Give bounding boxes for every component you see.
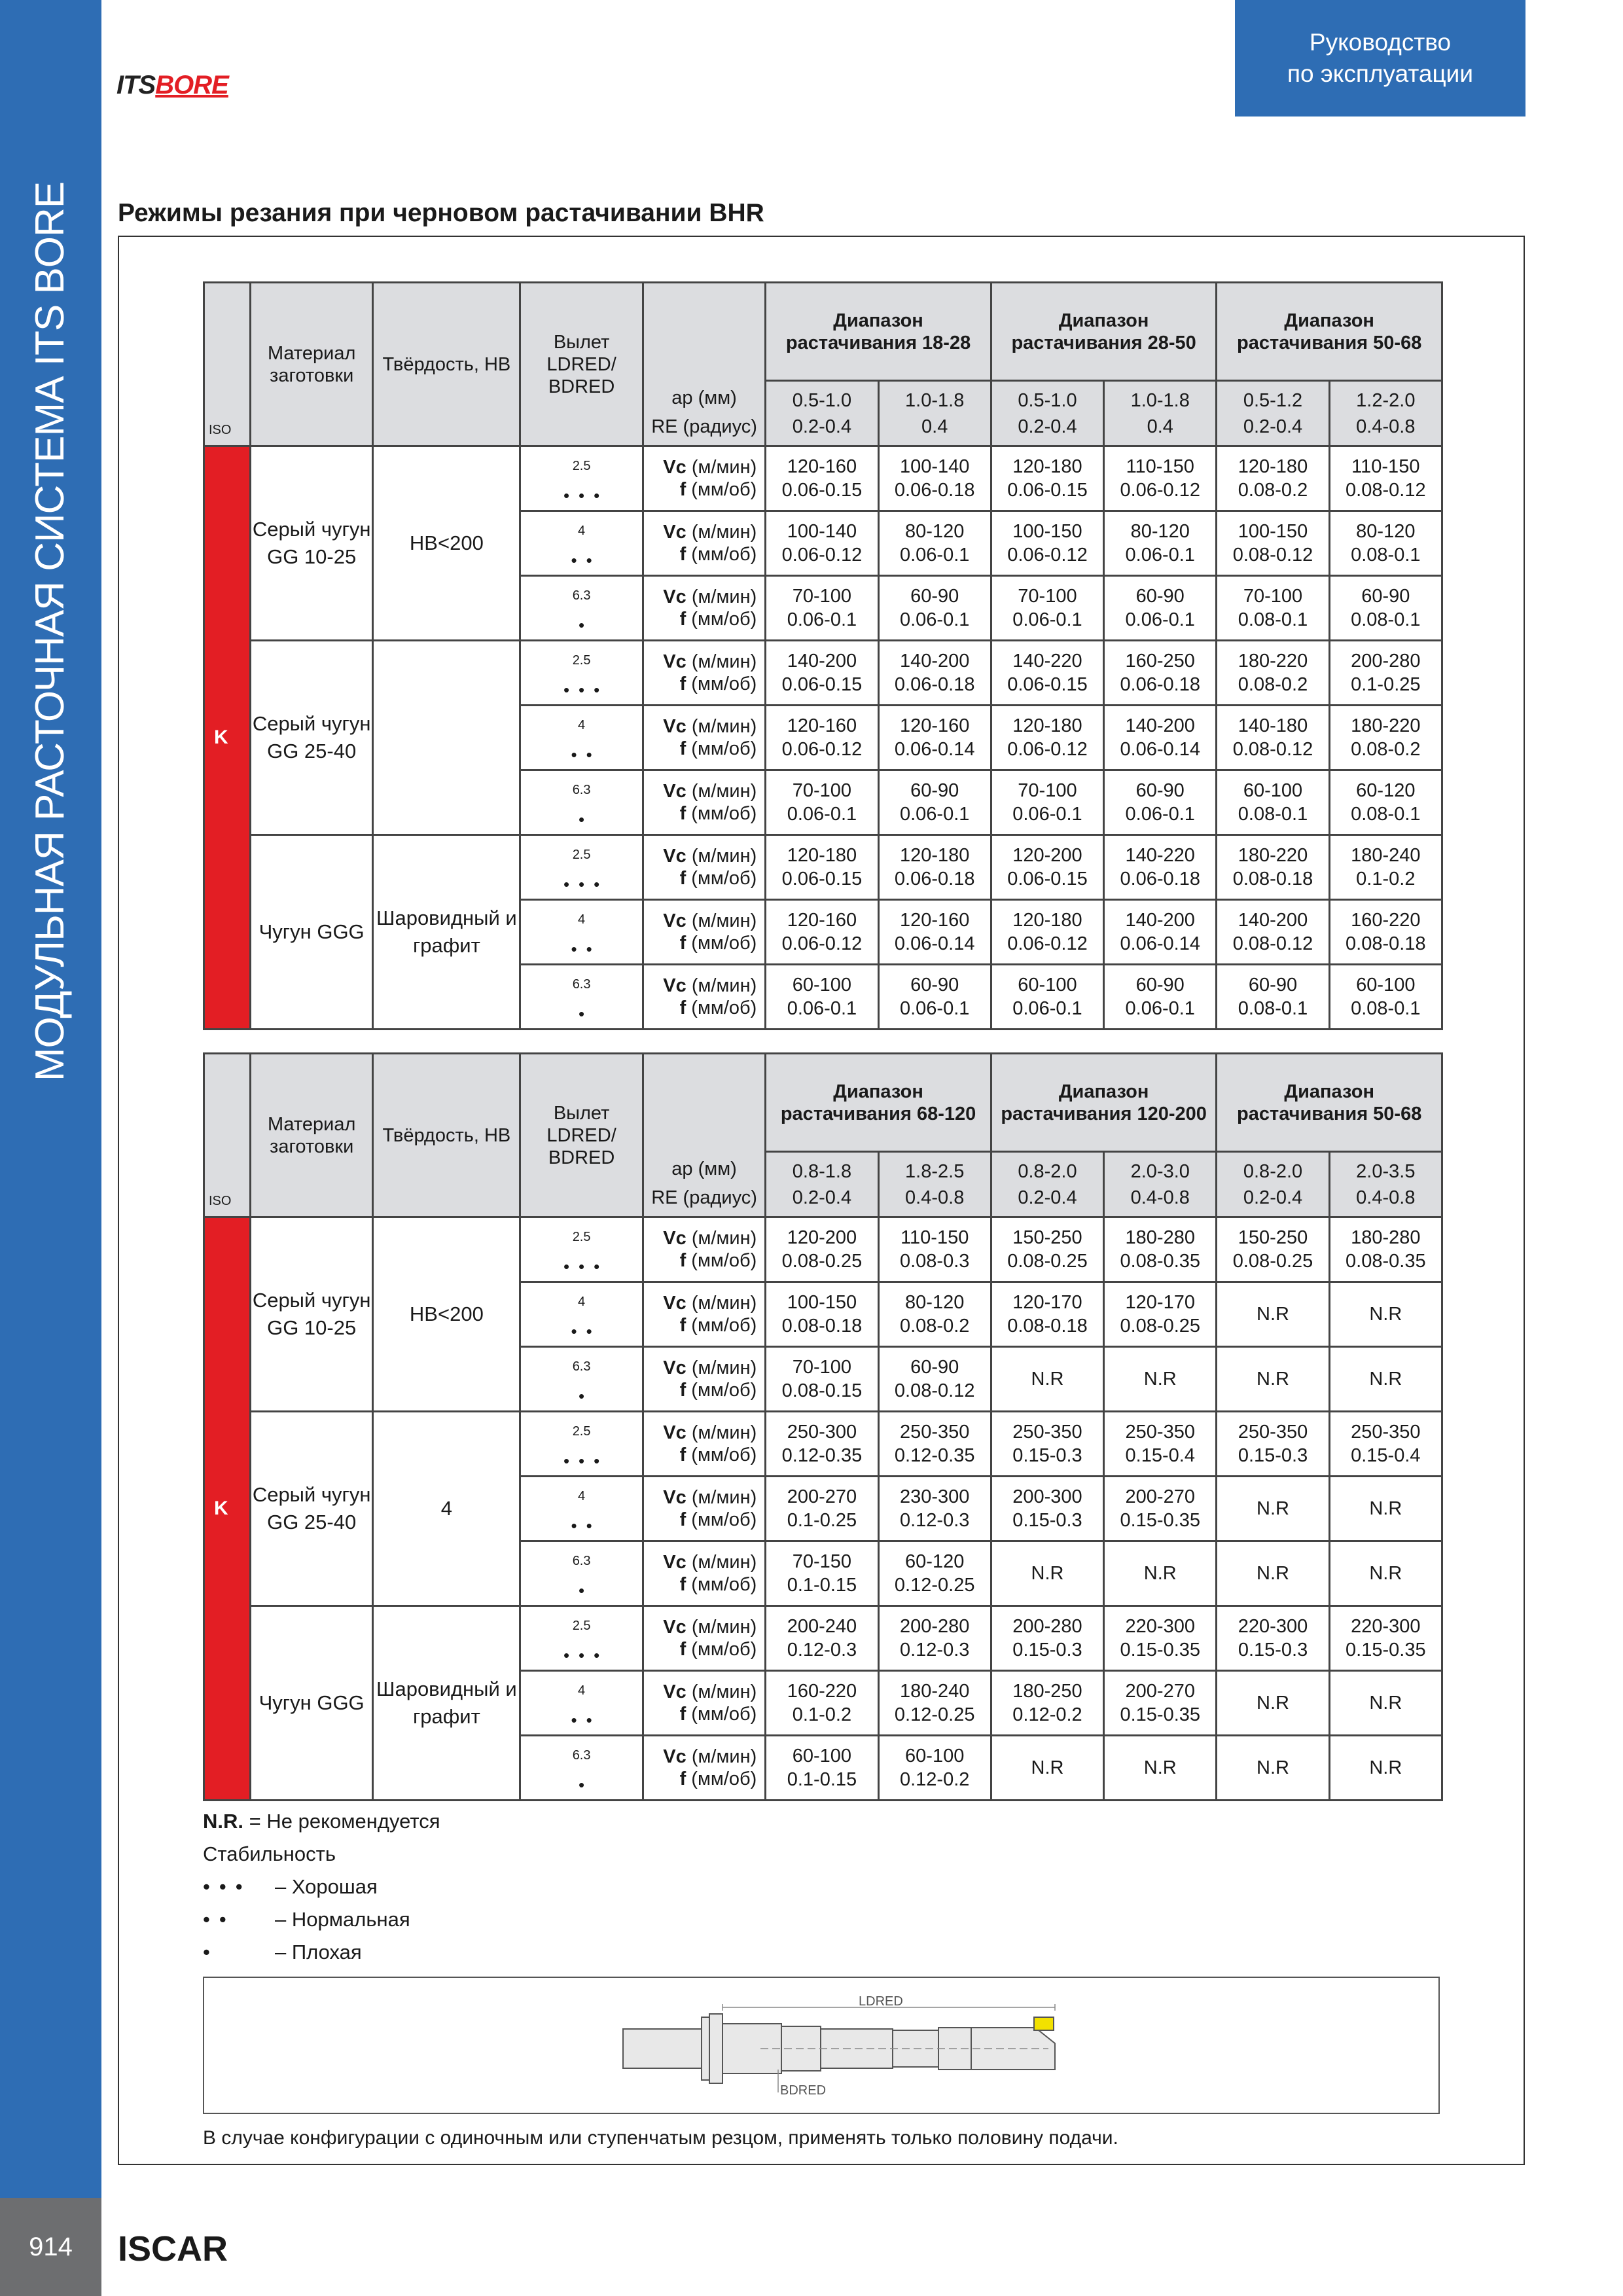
page-number: 914	[0, 2198, 101, 2296]
value-cell: 60-120 0.08-0.1	[1329, 770, 1442, 835]
cutting-data-table-1	[203, 281, 1443, 1030]
stability-label: Стабильность	[203, 1842, 336, 1865]
value-cell: N.R	[1104, 1736, 1217, 1801]
value-cell: 120-160 0.06-0.12	[766, 900, 878, 965]
stability-cell: 4 ••	[520, 1282, 643, 1347]
hardness-header: Твёрдость, НВ	[373, 1054, 520, 1217]
range-header: Диапазон растачивания 120-200	[991, 1054, 1217, 1152]
legend-normal: •• – Нормальная	[203, 1908, 410, 1931]
stability-cell: 4 ••	[520, 1477, 643, 1541]
value-cell: 180-240 0.12-0.25	[878, 1671, 991, 1736]
iso-header: ISO	[204, 283, 251, 446]
material-cell: Серый чугун GG 25-40	[250, 641, 372, 835]
value-cell: 80-120 0.06-0.1	[1104, 511, 1217, 576]
hardness-cell: 4	[373, 1412, 520, 1606]
footnote: В случае конфигурации с одиночным или ступенчатым резцом, применять только половину подачи.	[203, 2127, 1118, 2149]
stability-cell: 6.3 •	[520, 965, 643, 1030]
value-cell: 60-90 0.08-0.1	[1329, 576, 1442, 641]
value-cell: 100-150 0.08-0.12	[1217, 511, 1329, 576]
range-header: Диапазон растачивания 18-28	[766, 283, 991, 381]
vc-f-label: Vc (м/мин) f (мм/об)	[643, 1606, 765, 1671]
value-cell: 70-100 0.06-0.1	[991, 770, 1103, 835]
value-cell: 120-170 0.08-0.25	[1104, 1282, 1217, 1347]
value-cell: 120-200 0.06-0.15	[991, 835, 1103, 900]
vc-f-label: Vc (м/мин) f (мм/об)	[643, 965, 765, 1030]
ap-re-cell: 0.8-2.0 0.2-0.4	[991, 1152, 1103, 1217]
value-cell: 200-240 0.12-0.3	[766, 1606, 878, 1671]
vc-f-label: Vc (м/мин) f (мм/об)	[643, 1217, 765, 1282]
value-cell: 120-170 0.08-0.18	[991, 1282, 1103, 1347]
value-cell: N.R	[1329, 1282, 1442, 1347]
value-cell: 200-270 0.15-0.35	[1104, 1477, 1217, 1541]
stability-cell: 4 ••	[520, 1671, 643, 1736]
value-cell: 160-220 0.08-0.18	[1329, 900, 1442, 965]
value-cell: N.R	[1329, 1671, 1442, 1736]
value-cell: N.R	[1104, 1347, 1217, 1412]
stability-cell: 2.5 •••	[520, 1412, 643, 1477]
value-cell: 120-180 0.06-0.15	[991, 446, 1103, 511]
value-cell: 60-100 0.12-0.2	[878, 1736, 991, 1801]
vc-f-label: Vc (м/мин) f (мм/об)	[643, 1282, 765, 1347]
value-cell: 250-350 0.15-0.3	[1217, 1412, 1329, 1477]
value-cell: 100-150 0.06-0.12	[991, 511, 1103, 576]
brand-name: ISCAR	[118, 2229, 228, 2269]
value-cell: N.R	[1329, 1347, 1442, 1412]
value-cell: 140-200 0.06-0.14	[1104, 900, 1217, 965]
ap-re-cell: 0.8-1.8 0.2-0.4	[766, 1152, 878, 1217]
stability-cell: 6.3 •	[520, 770, 643, 835]
value-cell: 220-300 0.15-0.35	[1104, 1606, 1217, 1671]
material-cell: Чугун GGG	[250, 835, 372, 1030]
value-cell: 100-140 0.06-0.12	[766, 511, 878, 576]
page-title: Режимы резания при черновом растачивании BHR	[118, 199, 764, 227]
value-cell: 140-180 0.08-0.12	[1217, 706, 1329, 770]
tool-diagram	[203, 1977, 1440, 2114]
value-cell: 100-140 0.06-0.18	[878, 446, 991, 511]
manual-line1: Руководство	[1309, 29, 1452, 56]
value-cell: 160-220 0.1-0.2	[766, 1671, 878, 1736]
material-cell: Серый чугун GG 10-25	[250, 1217, 372, 1412]
value-cell: 140-220 0.06-0.15	[991, 641, 1103, 706]
value-cell: 140-200 0.06-0.18	[878, 641, 991, 706]
vc-f-label: Vc (м/мин) f (мм/об)	[643, 1412, 765, 1477]
nr-legend: N.R. = Не рекомендуется	[203, 1810, 440, 1833]
sidebar	[0, 0, 101, 2296]
value-cell: 120-160 0.06-0.12	[766, 706, 878, 770]
value-cell: 120-160 0.06-0.15	[766, 446, 878, 511]
value-cell: N.R	[1217, 1736, 1329, 1801]
legend-good: ••• – Хорошая	[203, 1875, 378, 1898]
value-cell: 140-200 0.08-0.12	[1217, 900, 1329, 965]
value-cell: 160-250 0.06-0.18	[1104, 641, 1217, 706]
material-cell: Серый чугун GG 25-40	[250, 1412, 372, 1606]
vc-f-label: Vc (м/мин) f (мм/об)	[643, 1477, 765, 1541]
value-cell: 200-280 0.12-0.3	[878, 1606, 991, 1671]
value-cell: 230-300 0.12-0.3	[878, 1477, 991, 1541]
value-cell: 80-120 0.08-0.2	[878, 1282, 991, 1347]
manual-badge	[1235, 0, 1525, 117]
range-header: Диапазон растачивания 68-120	[766, 1054, 991, 1152]
value-cell: 140-200 0.06-0.14	[1104, 706, 1217, 770]
value-cell: 250-350 0.15-0.3	[991, 1412, 1103, 1477]
value-cell: 120-160 0.06-0.14	[878, 900, 991, 965]
value-cell: 80-120 0.06-0.1	[878, 511, 991, 576]
value-cell: 60-100 0.08-0.1	[1217, 770, 1329, 835]
material-cell: Чугун GGG	[250, 1606, 372, 1801]
ap-re-cell: 0.5-1.0 0.2-0.4	[991, 381, 1103, 446]
value-cell: 180-220 0.08-0.2	[1217, 641, 1329, 706]
value-cell: 60-100 0.08-0.1	[1329, 965, 1442, 1030]
value-cell: 60-120 0.12-0.25	[878, 1541, 991, 1606]
value-cell: 60-90 0.06-0.1	[878, 770, 991, 835]
value-cell: 60-90 0.08-0.12	[878, 1347, 991, 1412]
value-cell: N.R	[1217, 1477, 1329, 1541]
itsbore-logo: ITSBORE	[116, 71, 228, 99]
value-cell: 250-350 0.15-0.4	[1104, 1412, 1217, 1477]
value-cell: N.R	[1217, 1671, 1329, 1736]
value-cell: 200-270 0.15-0.35	[1104, 1671, 1217, 1736]
hardness-cell	[373, 641, 520, 835]
value-cell: 70-100 0.06-0.1	[991, 576, 1103, 641]
vc-f-label: Vc (м/мин) f (мм/об)	[643, 446, 765, 511]
ldred-label: LDRED	[859, 1994, 903, 2009]
hardness-cell: Шаровидный и графит	[373, 835, 520, 1030]
ap-re-cell: 0.5-1.0 0.2-0.4	[766, 381, 878, 446]
value-cell: N.R	[991, 1541, 1103, 1606]
stability-cell: 4 ••	[520, 511, 643, 576]
ap-re-cell: 0.5-1.2 0.2-0.4	[1217, 381, 1329, 446]
value-cell: 120-200 0.08-0.25	[766, 1217, 878, 1282]
overhang-header: Вылет LDRED/ BDRED	[520, 283, 643, 446]
ap-re-cell: 1.8-2.5 0.4-0.8	[878, 1152, 991, 1217]
value-cell: N.R	[991, 1736, 1103, 1801]
sidebar-title: МОДУЛЬНАЯ РАСТОЧНАЯ СИСТЕМА ITS BORE	[27, 181, 73, 1082]
value-cell: 250-350 0.12-0.35	[878, 1412, 991, 1477]
value-cell: 200-280 0.15-0.3	[991, 1606, 1103, 1671]
value-cell: 180-280 0.08-0.35	[1329, 1217, 1442, 1282]
stability-cell: 6.3 •	[520, 1736, 643, 1801]
value-cell: 70-100 0.06-0.1	[766, 576, 878, 641]
value-cell: 70-100 0.08-0.1	[1217, 576, 1329, 641]
value-cell: 60-100 0.1-0.15	[766, 1736, 878, 1801]
legend	[203, 1805, 440, 1969]
value-cell: N.R	[1329, 1541, 1442, 1606]
iso-group-k: K	[204, 1217, 251, 1801]
value-cell: 180-220 0.08-0.18	[1217, 835, 1329, 900]
value-cell: 250-350 0.15-0.4	[1329, 1412, 1442, 1477]
ap-re-cell: 1.2-2.0 0.4-0.8	[1329, 381, 1442, 446]
iso-group-k: K	[204, 446, 251, 1030]
value-cell: 120-180 0.06-0.12	[991, 900, 1103, 965]
stability-cell: 4 ••	[520, 706, 643, 770]
value-cell: 250-300 0.12-0.35	[766, 1412, 878, 1477]
ap-re-header: ap (мм) RE (радиус)	[643, 283, 765, 446]
hardness-cell: НВ<200	[373, 1217, 520, 1412]
ap-re-cell: 1.0-1.8 0.4	[878, 381, 991, 446]
stability-cell: 2.5 •••	[520, 1217, 643, 1282]
value-cell: 220-300 0.15-0.3	[1217, 1606, 1329, 1671]
value-cell: 150-250 0.08-0.25	[1217, 1217, 1329, 1282]
value-cell: 180-280 0.08-0.35	[1104, 1217, 1217, 1282]
stability-cell: 2.5 •••	[520, 1606, 643, 1671]
value-cell: 60-100 0.06-0.1	[991, 965, 1103, 1030]
value-cell: 100-150 0.08-0.18	[766, 1282, 878, 1347]
ap-re-cell: 0.8-2.0 0.2-0.4	[1217, 1152, 1329, 1217]
stability-cell: 6.3 •	[520, 576, 643, 641]
value-cell: 220-300 0.15-0.35	[1329, 1606, 1442, 1671]
vc-f-label: Vc (м/мин) f (мм/об)	[643, 511, 765, 576]
value-cell: 120-180 0.06-0.18	[878, 835, 991, 900]
value-cell: 60-90 0.06-0.1	[878, 965, 991, 1030]
value-cell: 120-180 0.08-0.2	[1217, 446, 1329, 511]
value-cell: 200-280 0.1-0.25	[1329, 641, 1442, 706]
vc-f-label: Vc (м/мин) f (мм/об)	[643, 1736, 765, 1801]
boring-tool-drawing	[204, 1978, 1438, 2113]
cutting-data-table-2	[203, 1052, 1443, 1801]
vc-f-label: Vc (м/мин) f (мм/об)	[643, 1541, 765, 1606]
stability-cell: 2.5 •••	[520, 835, 643, 900]
bdred-label: BDRED	[780, 2083, 827, 2098]
manual-line2: по эксплуатации	[1287, 60, 1473, 87]
range-header: Диапазон растачивания 50-68	[1217, 283, 1442, 381]
value-cell: 120-160 0.06-0.14	[878, 706, 991, 770]
value-cell: 60-90 0.08-0.1	[1217, 965, 1329, 1030]
value-cell: 70-100 0.06-0.1	[766, 770, 878, 835]
range-header: Диапазон растачивания 28-50	[991, 283, 1217, 381]
value-cell: 140-220 0.06-0.18	[1104, 835, 1217, 900]
value-cell: 60-90 0.06-0.1	[1104, 770, 1217, 835]
value-cell: 110-150 0.08-0.3	[878, 1217, 991, 1282]
value-cell: 70-150 0.1-0.15	[766, 1541, 878, 1606]
vc-f-label: Vc (м/мин) f (мм/об)	[643, 770, 765, 835]
material-header: Материал заготовки	[250, 283, 372, 446]
stability-cell: 2.5 •••	[520, 641, 643, 706]
value-cell: 180-240 0.1-0.2	[1329, 835, 1442, 900]
value-cell: 60-90 0.06-0.1	[1104, 965, 1217, 1030]
hardness-cell: Шаровидный и графит	[373, 1606, 520, 1801]
value-cell: 180-220 0.08-0.2	[1329, 706, 1442, 770]
vc-f-label: Vc (м/мин) f (мм/об)	[643, 835, 765, 900]
range-header: Диапазон растачивания 50-68	[1217, 1054, 1442, 1152]
hardness-header: Твёрдость, НВ	[373, 283, 520, 446]
overhang-header: Вылет LDRED/ BDRED	[520, 1054, 643, 1217]
vc-f-label: Vc (м/мин) f (мм/об)	[643, 576, 765, 641]
material-header: Материал заготовки	[250, 1054, 372, 1217]
value-cell: N.R	[991, 1347, 1103, 1412]
value-cell: 120-180 0.06-0.12	[991, 706, 1103, 770]
value-cell: 200-270 0.1-0.25	[766, 1477, 878, 1541]
vc-f-label: Vc (м/мин) f (мм/об)	[643, 706, 765, 770]
stability-cell: 2.5 •••	[520, 446, 643, 511]
value-cell: 150-250 0.08-0.25	[991, 1217, 1103, 1282]
value-cell: 200-300 0.15-0.3	[991, 1477, 1103, 1541]
value-cell: 180-250 0.12-0.2	[991, 1671, 1103, 1736]
value-cell: N.R	[1217, 1541, 1329, 1606]
ap-re-cell: 1.0-1.8 0.4	[1104, 381, 1217, 446]
vc-f-label: Vc (м/мин) f (мм/об)	[643, 641, 765, 706]
value-cell: 120-180 0.06-0.15	[766, 835, 878, 900]
value-cell: 140-200 0.06-0.15	[766, 641, 878, 706]
ap-re-cell: 2.0-3.0 0.4-0.8	[1104, 1152, 1217, 1217]
stability-cell: 6.3 •	[520, 1541, 643, 1606]
vc-f-label: Vc (м/мин) f (мм/об)	[643, 1671, 765, 1736]
value-cell: 60-100 0.06-0.1	[766, 965, 878, 1030]
value-cell: 70-100 0.08-0.15	[766, 1347, 878, 1412]
value-cell: 110-150 0.08-0.12	[1329, 446, 1442, 511]
ap-re-header: ap (мм) RE (радиус)	[643, 1054, 765, 1217]
value-cell: N.R	[1217, 1347, 1329, 1412]
value-cell: 60-90 0.06-0.1	[1104, 576, 1217, 641]
ap-re-cell: 2.0-3.5 0.4-0.8	[1329, 1152, 1442, 1217]
value-cell: N.R	[1217, 1282, 1329, 1347]
legend-poor: • – Плохая	[203, 1941, 362, 1964]
value-cell: 60-90 0.06-0.1	[878, 576, 991, 641]
stability-cell: 4 ••	[520, 900, 643, 965]
vc-f-label: Vc (м/мин) f (мм/об)	[643, 900, 765, 965]
vc-f-label: Vc (м/мин) f (мм/об)	[643, 1347, 765, 1412]
value-cell: N.R	[1329, 1477, 1442, 1541]
stability-cell: 6.3 •	[520, 1347, 643, 1412]
material-cell: Серый чугун GG 10-25	[250, 446, 372, 641]
value-cell: N.R	[1104, 1541, 1217, 1606]
iso-header: ISO	[204, 1054, 251, 1217]
hardness-cell: НВ<200	[373, 446, 520, 641]
value-cell: 110-150 0.06-0.12	[1104, 446, 1217, 511]
value-cell: N.R	[1329, 1736, 1442, 1801]
value-cell: 80-120 0.08-0.1	[1329, 511, 1442, 576]
